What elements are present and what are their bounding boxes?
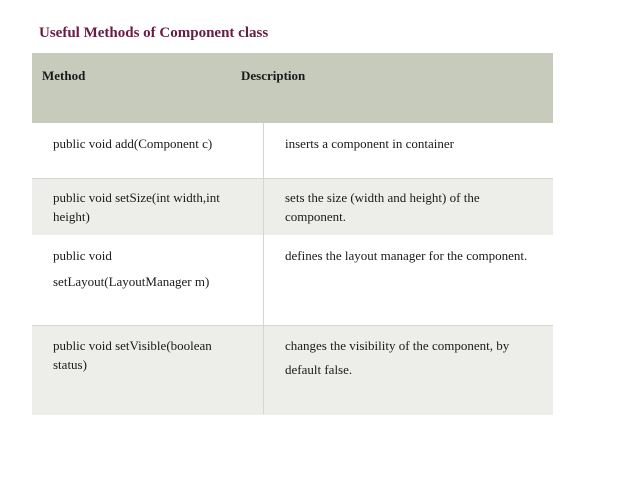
method-text: status) (53, 357, 87, 372)
method-text: public void (53, 248, 112, 263)
description-text: defines the layout manager for the component. (285, 248, 528, 263)
description-text: default false. (285, 362, 353, 377)
description-text: sets the size (width and height) of the (285, 190, 480, 205)
header-method: Method (42, 68, 86, 83)
description-cell (285, 246, 553, 265)
description-text: component. (285, 209, 347, 224)
header-description: Description (241, 68, 306, 83)
page-title: Useful Methods of Component class (39, 25, 269, 41)
table-row (32, 123, 553, 178)
method-text: public void setVisible(boolean (53, 338, 212, 353)
method-cell (53, 336, 253, 374)
table-row (32, 325, 553, 415)
table-row (32, 178, 553, 235)
methods-table (32, 53, 553, 415)
table-header (32, 53, 553, 123)
method-text: public void add(Component c) (53, 136, 213, 151)
method-cell (53, 188, 253, 226)
method-cell (53, 134, 253, 153)
description-cell (285, 134, 553, 153)
description-cell (285, 188, 553, 226)
method-text: public void setSize(int width,int (53, 190, 220, 205)
description-text: changes the visibility of the component, by (285, 338, 510, 353)
description-text: inserts a component in container (285, 136, 454, 151)
table-row (32, 235, 553, 325)
description-cell (285, 334, 553, 382)
method-cell (53, 243, 253, 295)
column-divider (263, 123, 264, 414)
method-text: height) (53, 209, 90, 224)
method-text: setLayout(LayoutManager m) (53, 274, 210, 289)
